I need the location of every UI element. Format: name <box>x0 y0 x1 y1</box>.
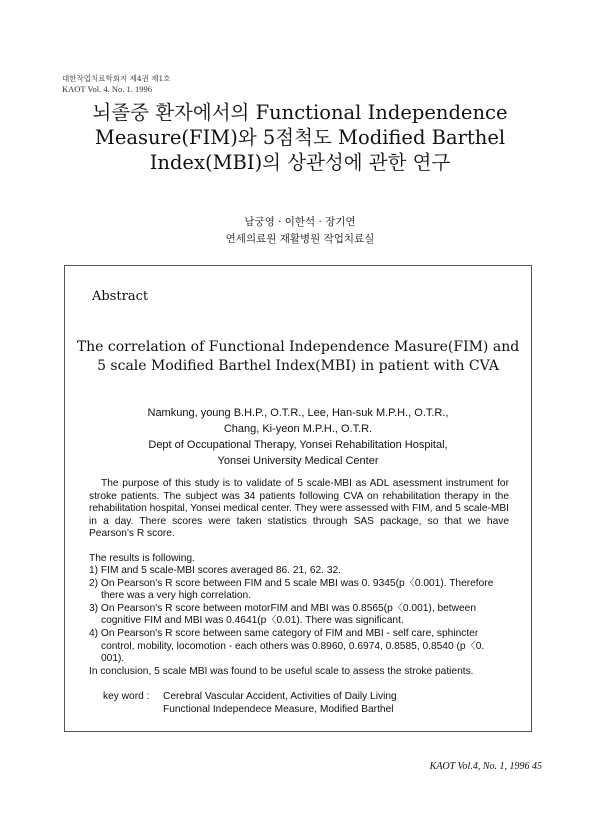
authors-korean: 남궁영 · 이한석 · 장기연 <box>244 216 356 228</box>
abstract-heading: Abstract <box>92 289 149 304</box>
author-line: Namkung, young B.H.P., O.T.R., Lee, Han-suk M.P.H., O.T.R., <box>147 407 449 419</box>
result-item: 4) On Pearson's R score between same category of FIM and MBI - self care, sphincter control, mobility, locomotion - each others was 0.8960, 0.6974, 0.8585, 0.8540 (p〈0. 001). <box>89 627 485 665</box>
result-item: 2) On Pearson's R score between FIM and 5 scale MBI was 0. 9345(p〈0.001). Therefore there was a very high correlation. <box>89 577 494 602</box>
affiliation-korean: 연세의료원 재활병원 작업치료실 <box>225 233 375 245</box>
results-intro: The results is following. <box>89 553 195 564</box>
paper-title <box>60 100 540 175</box>
result-item: 1) FIM and 5 scale-MBI scores averaged 86. 21, 62. 32. <box>89 565 341 576</box>
keywords-line: Functional Independece Measure, Modified Barthel <box>163 704 394 715</box>
keyword-label: key word : <box>103 691 150 702</box>
english-authors <box>64 405 532 469</box>
paper-title-line: Index(MBI)의 상관성에 관한 연구 <box>149 151 451 174</box>
paper-title-line: Measure(FIM)와 5점척도 Modified Barthel <box>94 126 506 149</box>
department-line: Dept of Occupational Therapy, Yonsei Rehabilitation Hospital, <box>148 439 448 451</box>
conclusion: In conclusion, 5 scale MBI was found to be useful scale to assess the stroke patients. <box>89 666 474 677</box>
english-title-line: 5 scale Modified Barthel Index(MBI) in patient with CVA <box>97 358 499 374</box>
department-line: Yonsei University Medical Center <box>217 455 379 467</box>
results-list <box>89 565 509 666</box>
paper-title-line: 뇌졸중 환자에서의 Functional Independence <box>92 101 508 124</box>
page-footer: KAOT Vol.4, No. 1, 1996 45 <box>429 761 542 772</box>
author-line: Chang, Ki-yeon M.P.H., O.T.R. <box>223 423 373 435</box>
english-title-line: The correlation of Functional Independence Masure(FIM) and <box>76 339 520 355</box>
abstract-paragraph: The purpose of this study is to validate of 5 scale-MBI as ADL asessment instrument for stroke patients. The subject was 34 patients following CVA on rehabilitation therapy in the rehabilitation hospital, Yonsei medical center. They were assessed with FIM, and 5 scale-MBI in a day. There scores were taken statistics through SAS package, so that we have Pearson's R score. <box>89 478 509 540</box>
english-title <box>64 338 532 376</box>
keywords-line: Cerebral Vascular Accident, Activities of Daily Living <box>163 691 397 702</box>
journal-name-korean: 대한작업치료학회지 제4권 제1호 <box>62 74 171 83</box>
result-item: 3) On Pearson's R score between motorFIM and MBI was 0.8565(p〈0.001), between cognitive FIM and MBI was 0.4641(p〈0.01). There was significant. <box>89 602 476 627</box>
journal-volume-english: KAOT Vol. 4. No. 1. 1996 <box>62 84 152 94</box>
